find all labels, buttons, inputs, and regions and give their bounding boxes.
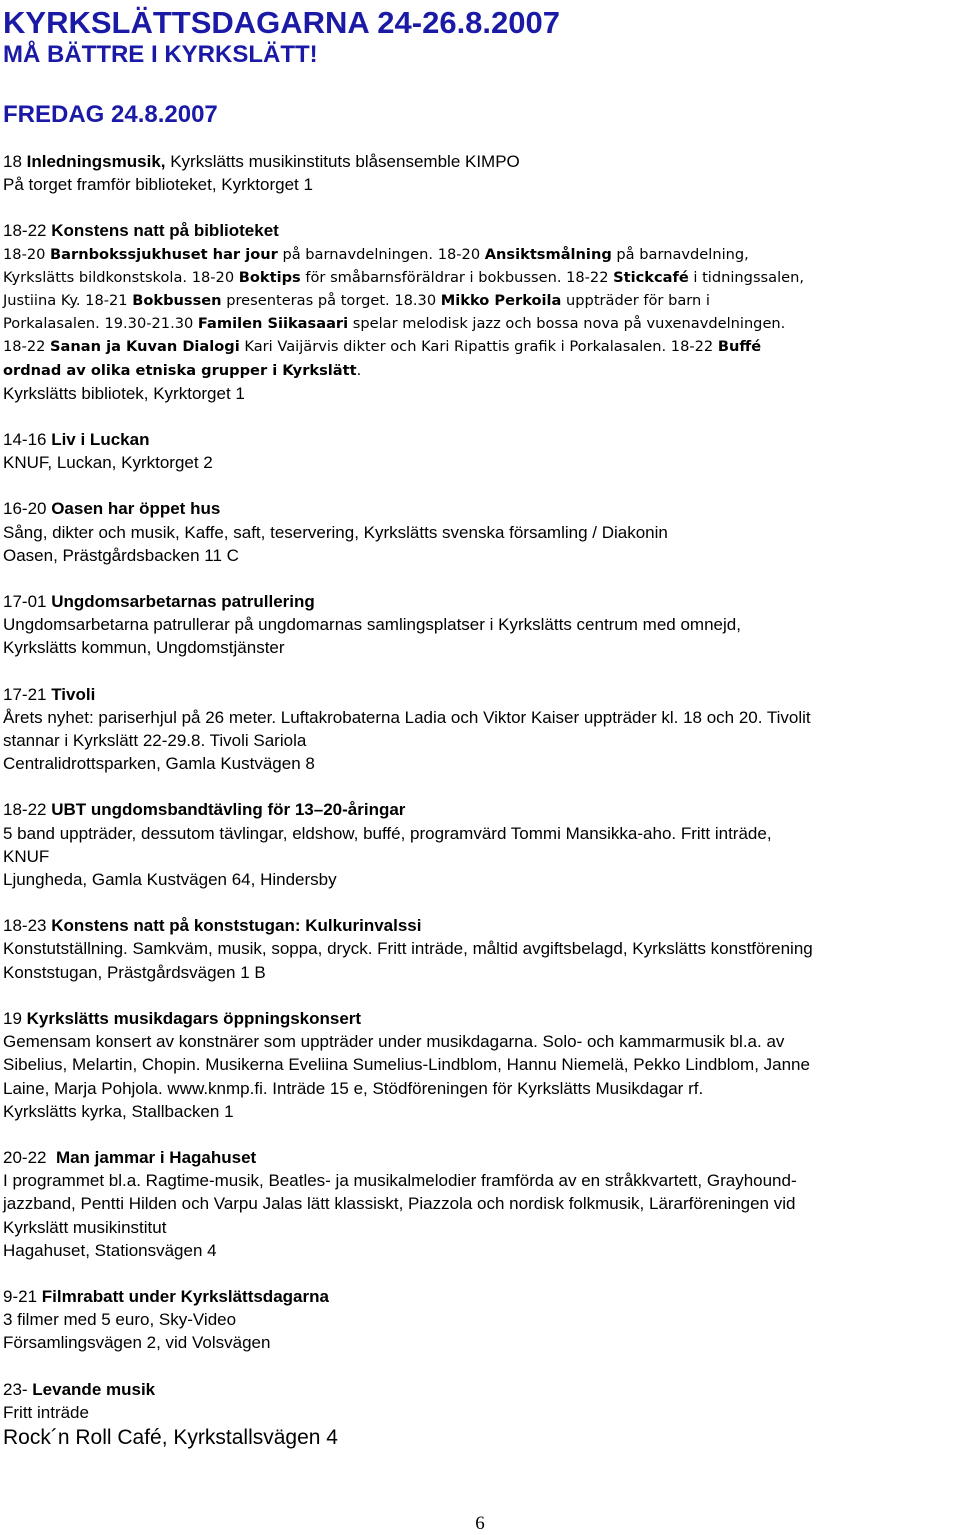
- event-konstens-natt-biblioteket: [3, 219, 955, 405]
- event-name: UBT ungdomsbandtävling för 13–20-åringar: [51, 800, 406, 820]
- event-heading: [3, 683, 955, 706]
- event-name: Tivoli: [51, 684, 96, 704]
- event-place: Ljungheda, Gamla Kustvägen 64, Hindersby: [3, 870, 337, 890]
- page-title: KYRKSLÄTTSDAGARNA 24-26.8.2007: [3, 5, 561, 40]
- event-description: stannar i Kyrkslätt 22-29.8. Tivoli Sariola: [3, 731, 307, 751]
- detail-name: Barnbokssjukhuset har jour: [50, 245, 278, 263]
- detail-line: [3, 312, 955, 335]
- detail-text: spelar melodisk jazz och bossa nova på vuxenavdelningen.: [348, 315, 786, 333]
- event-place: Oasen, Prästgårdsbacken 11 C: [3, 545, 239, 565]
- page-subtitle: MÅ BÄTTRE I KYRKSLÄTT!: [3, 41, 318, 68]
- event-time: 18-22: [3, 221, 52, 241]
- event-place: Kyrkslätts kyrka, Stallbacken 1: [3, 1101, 234, 1121]
- event-name: Kyrkslätts musikdagars öppningskonsert: [26, 1008, 362, 1028]
- detail-name: Bokbussen: [132, 292, 222, 310]
- detail-text: uppträder för barn i: [561, 292, 710, 310]
- detail-text: Kari Vaijärvis dikter och Kari Ripattis grafik i Porkalasalen. 18-22: [239, 338, 718, 356]
- detail-text: på barnavdelningen. 18-20: [277, 245, 485, 263]
- event-time: 16-20: [3, 499, 52, 519]
- detail-text: presenteras på torget. 18.30: [221, 292, 441, 310]
- event-time: 17-21: [3, 684, 52, 704]
- event-description: 5 band uppträder, dessutom tävlingar, eldshow, buffé, programvärd Tommi Mansikka-aho. Fritt inträde,: [3, 823, 772, 843]
- detail-name: Mikko Perkoila: [440, 292, 562, 310]
- detail-text: på barnavdelning,: [611, 245, 749, 263]
- event-heading: [3, 590, 955, 613]
- event-place: Församlingsvägen 2, vid Volsvägen: [3, 1333, 271, 1353]
- event-ubt-ungdomsbandtavling: [3, 798, 955, 891]
- event-description: Kyrkslätts musikinstituts blåsensemble KIMPO: [165, 152, 520, 171]
- event-description: 3 filmer med 5 euro, Sky-Video: [3, 1310, 237, 1330]
- event-description: Gemensam konsert av konstnärer som uppträder under musikdagarna. Solo- och kammarmusik bl.a. av: [3, 1032, 785, 1052]
- event-heading: [3, 914, 955, 937]
- event-heading: [3, 1378, 955, 1401]
- detail-time: 18-20: [3, 245, 51, 263]
- event-description: Sång, dikter och musik, Kaffe, saft, teservering, Kyrkslätts svenska församling / Diakonin: [3, 522, 668, 542]
- detail-text: Porkalasalen. 19.30-21.30: [3, 315, 198, 333]
- detail-time: 18-22: [3, 338, 51, 356]
- event-ungdomsarbetarnas-patrullering: [3, 590, 955, 660]
- detail-name: Boktips: [238, 268, 301, 286]
- event-heading: [3, 150, 955, 173]
- event-list: [3, 150, 955, 1452]
- event-place: Centralidrottsparken, Gamla Kustvägen 8: [3, 754, 315, 774]
- detail-name: Familen Siikasaari: [197, 315, 349, 333]
- event-time: 18: [3, 152, 27, 171]
- event-description: Konstutställning. Samkväm, musik, soppa, dryck. Fritt inträde, måltid avgiftsbelagd, Kyrkslätts konstförening: [3, 939, 813, 959]
- event-description: I programmet bl.a. Ragtime-musik, Beatles- ja musikalmelodier framförda av en stråkkvartett, Grayhound-: [3, 1171, 797, 1191]
- page-number: 6: [475, 1513, 485, 1534]
- event-man-jammar: [3, 1146, 955, 1262]
- event-description: Kyrkslätt musikinstitut: [3, 1217, 167, 1237]
- event-description: Kyrkslätts kommun, Ungdomstjänster: [3, 638, 285, 658]
- detail-name: ordnad av olika etniska grupper i Kyrkslätt: [3, 361, 357, 379]
- event-heading: [3, 428, 955, 451]
- event-description: Laine, Marja Pohjola. www.knmp.fi. Inträde 15 e, Stödföreningen för Kyrkslätts Musikdagar rf.: [3, 1078, 704, 1098]
- event-name: Filmrabatt under Kyrkslättsdagarna: [41, 1286, 329, 1306]
- event-name: Ungdomsarbetarnas patrullering: [51, 592, 315, 612]
- event-oasen: [3, 497, 955, 567]
- detail-text: i tidningssalen,: [688, 268, 805, 286]
- detail-name: Ansiktsmålning: [484, 245, 612, 263]
- event-name: Konstens natt på konststugan: Kulkurinvalssi: [51, 916, 422, 936]
- event-time: 18-23: [3, 916, 52, 936]
- detail-line: [3, 359, 955, 382]
- document-page: [3, 6, 955, 1452]
- event-description: Årets nyhet: pariserhjul på 26 meter. Luftakrobaterna Ladia och Viktor Kaiser uppträder kl. 18 och 20. Tivolit: [3, 707, 811, 727]
- event-name: Liv i Luckan: [51, 430, 150, 450]
- event-time: 14-16: [3, 430, 52, 450]
- event-description: Sibelius, Melartin, Chopin. Musikerna Eveliina Sumelius-Lindblom, Hannu Niemelä, Pekko Lindblom, Janne: [3, 1055, 810, 1075]
- event-time: 18-22: [3, 800, 52, 820]
- detail-name: Sanan ja Kuvan Dialogi: [50, 338, 240, 356]
- detail-text: .: [356, 361, 362, 379]
- detail-text: Justiina Ky. 18-21: [3, 292, 133, 310]
- event-heading: [3, 1285, 955, 1308]
- event-heading: [3, 1007, 955, 1030]
- detail-line: [3, 243, 955, 266]
- event-name: Konstens natt på biblioteket: [51, 221, 279, 241]
- detail-name: Buffé: [717, 338, 762, 356]
- event-place: KNUF, Luckan, Kyrktorget 2: [3, 453, 213, 473]
- event-heading: [3, 219, 955, 242]
- event-levande-musik: [3, 1378, 955, 1452]
- event-liv-i-luckan: [3, 428, 955, 474]
- event-place: Konststugan, Prästgårdsvägen 1 B: [3, 962, 266, 982]
- event-place: På torget framför biblioteket, Kyrktorget 1: [3, 175, 313, 195]
- event-konstens-natt-konststugan: [3, 914, 955, 984]
- event-heading: [3, 497, 955, 520]
- event-time: 20-22: [3, 1147, 56, 1167]
- detail-line: [3, 335, 955, 358]
- event-description: Ungdomsarbetarna patrullerar på ungdomarnas samlingsplatser i Kyrkslätts centrum med omnejd,: [3, 615, 741, 635]
- event-place: Kyrkslätts bibliotek, Kyrktorget 1: [3, 383, 245, 403]
- event-heading: [3, 798, 955, 821]
- event-time: 23-: [3, 1379, 33, 1399]
- event-heading: [3, 1146, 955, 1169]
- event-filmrabatt: [3, 1285, 955, 1355]
- detail-text: för småbarnsföräldrar i bokbussen. 18-22: [300, 268, 614, 286]
- event-name: Levande musik: [32, 1379, 156, 1399]
- event-time: 19: [3, 1008, 27, 1028]
- event-inledningsmusik: [3, 150, 955, 196]
- detail-line: [3, 266, 955, 289]
- event-time: 9-21: [3, 1286, 42, 1306]
- event-description: KNUF: [3, 846, 50, 866]
- detail-name: Stickcafé: [613, 268, 689, 286]
- event-oppningskonsert: [3, 1007, 955, 1123]
- event-details: [3, 243, 955, 382]
- detail-line: [3, 289, 955, 312]
- event-place: Rock´n Roll Café, Kyrkstallsvägen 4: [3, 1425, 338, 1449]
- event-description: Fritt inträde: [3, 1402, 89, 1422]
- day-heading: FREDAG 24.8.2007: [3, 101, 218, 128]
- event-description: jazzband, Pentti Hilden och Varpu Jalas lätt klassiskt, Piazzola och nordisk folkmusik, Lärarföreningen vid: [3, 1194, 796, 1214]
- event-name: Man jammar i Hagahuset: [55, 1147, 257, 1167]
- detail-text: Kyrkslätts bildkonstskola. 18-20: [3, 268, 239, 286]
- event-tivoli: [3, 683, 955, 776]
- event-place: Hagahuset, Stationsvägen 4: [3, 1240, 217, 1260]
- event-name: Oasen har öppet hus: [51, 499, 221, 519]
- event-name: Inledningsmusik,: [26, 152, 166, 171]
- event-time: 17-01: [3, 592, 52, 612]
